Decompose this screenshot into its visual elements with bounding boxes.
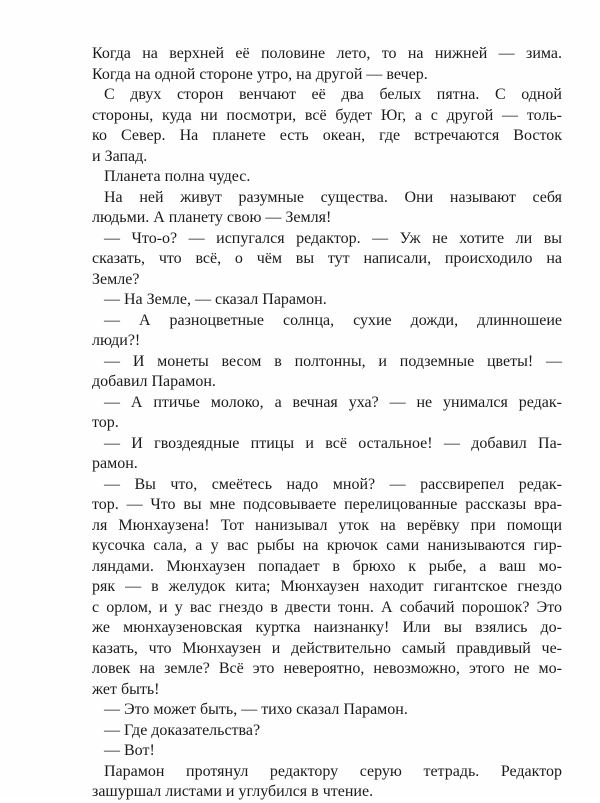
text-line: зашуршал листами и углубился в чтение. <box>92 783 374 800</box>
text-line: ко Север. На планете есть океан, где встречаются Восток <box>92 127 562 144</box>
text-line: — Это может быть, — тихо сказал Парамон. <box>104 701 408 718</box>
text-line: — И монеты весом в полтонны, и подземные цветы! — <box>104 352 562 370</box>
text-line: же мюнхаузеновская куртка наизнанку! Или вы взялись до- <box>92 619 562 636</box>
text-line: тор. <box>92 414 119 431</box>
text-line: — На Земле, — сказал Парамон. <box>104 291 327 308</box>
text-line: и Запад. <box>92 147 148 165</box>
text-line: — Вот! <box>104 742 155 759</box>
text-line: ряк — в желудок кита; Мюнхаузен находит гигантское гнездо <box>92 578 562 595</box>
text-line: стороны, куда ни посмотри, всё будет Юг, а с другой — толь- <box>92 106 562 124</box>
text-line: — А разноцветные солнца, сухие дожди, длинношеие <box>104 311 562 329</box>
text-line: сказать, что всё, о чём вы тут написали, происходило на <box>92 250 562 267</box>
text-line: ля Мюнхаузена! Тот нанизывал уток на верёвку при помощи <box>92 516 562 534</box>
text-line: добавил Парамон. <box>92 373 216 390</box>
text-line: — Что-о? — испугался редактор. — Уж не хотите ли вы <box>104 229 562 247</box>
text-line: Когда на верхней её половине лето, то на нижней — зима. <box>92 45 562 62</box>
text-line: — Где доказательства? <box>104 721 261 739</box>
text-line: с орлом, и у вас гнездо в двести тонн. А собачий порошок? Это <box>92 598 562 616</box>
text-line: казать, что Мюнхаузен и действительно самый правдивый че- <box>92 639 562 657</box>
text-block <box>92 44 562 803</box>
text-line: ловек на земле? Всё это невероятно, невозможно, этого не мо- <box>92 660 562 677</box>
text-line: Планета полна чудес. <box>104 168 251 185</box>
text-line: — Вы что, смеётесь надо мной? — рассвирепел редак- <box>104 475 562 493</box>
text-line: кусочка сала, а у вас рыбы на крючок сами нанизываются гир- <box>92 537 562 554</box>
text-line: Парамон протянул редактору серую тетрадь. Редактор <box>104 762 562 780</box>
text-line: С двух сторон венчают её два белых пятна. С одной <box>104 86 562 103</box>
text-line: рамон. <box>92 455 138 472</box>
text-line: На ней живут разумные существа. Они называют себя <box>104 188 562 206</box>
text-line: жет быть! <box>92 680 160 698</box>
text-line: тор. — Что вы мне подсовываете перелицованные рассказы вра- <box>92 496 562 513</box>
text-line: люди?! <box>92 332 141 349</box>
text-line: людьми. А планету свою — Земля! <box>92 209 332 226</box>
text-line: ляндами. Мюнхаузен попадает в брюхо к рыбе, а ваш мо- <box>92 557 562 575</box>
text-line: — А птичье молоко, а вечная уха? — не унимался редак- <box>104 393 562 411</box>
text-line: Земле? <box>92 270 140 288</box>
text-line: — И гвоздеядные птицы и всё остальное! — добавил Па- <box>104 434 562 452</box>
text-line: Когда на одной стороне утро, на другой — вечер. <box>92 65 428 83</box>
